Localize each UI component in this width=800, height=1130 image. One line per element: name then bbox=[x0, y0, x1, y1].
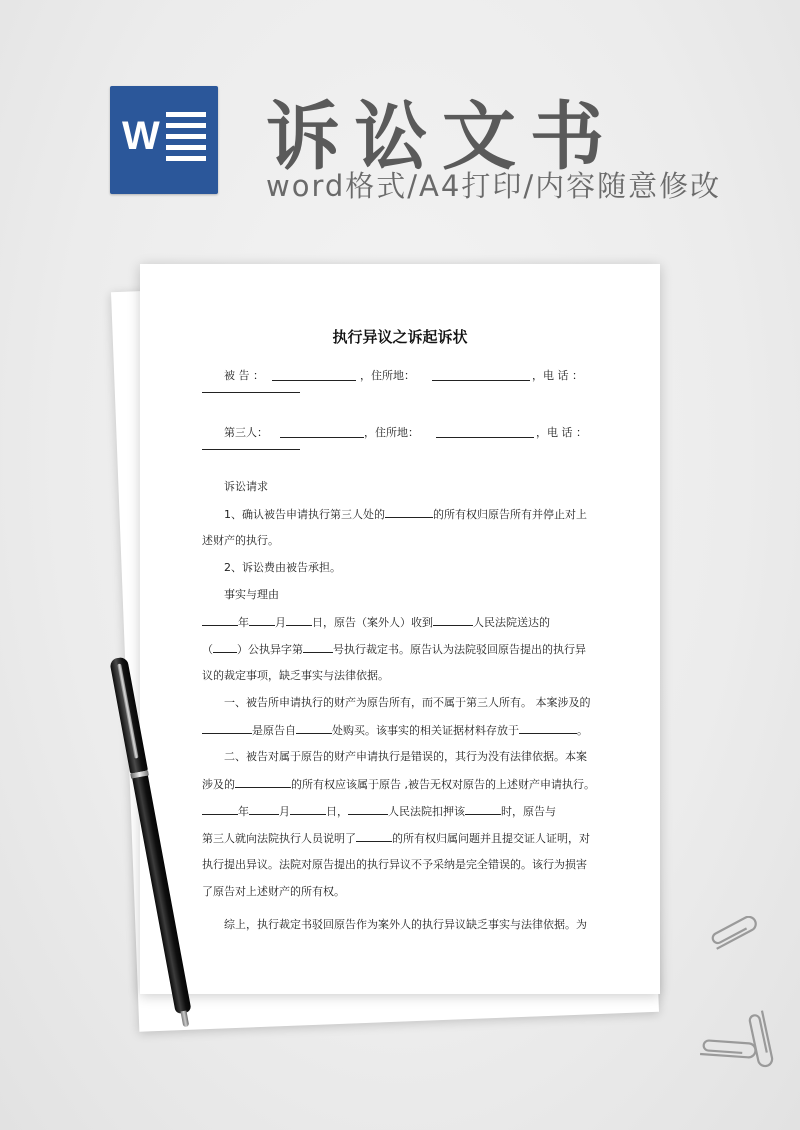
facts-text-a: 日，原告（案外人）收到 bbox=[312, 616, 433, 629]
defendant-address-blank bbox=[432, 370, 530, 381]
court-blank-2 bbox=[348, 804, 388, 815]
claim-2-line: 2、诉讼费由被告承担。 bbox=[224, 561, 341, 574]
seized-item-blank bbox=[465, 804, 501, 815]
document-title: 执行异议之诉起诉状 bbox=[332, 328, 468, 346]
year-blank-2 bbox=[202, 804, 238, 815]
bracket-open: （ bbox=[202, 643, 213, 656]
item-blank bbox=[356, 831, 392, 842]
case-number-blank bbox=[303, 642, 333, 653]
day-blank bbox=[286, 615, 312, 626]
reason-2-line-5: 执行提出异议。法院对原告提出的执行异议不予采纳是完全错误的。该行为损害 bbox=[202, 858, 587, 871]
claims-heading: 诉讼请求 bbox=[224, 480, 268, 493]
reason-2-text-b: 的所有权应该属于原告 ,被告无权对原告的上述财产申请执行。 bbox=[291, 778, 595, 791]
word-logo-icon bbox=[110, 86, 218, 194]
claim-1-text-a: 1、确认被告申请执行第三人处的 bbox=[224, 508, 385, 521]
court-blank bbox=[433, 615, 473, 626]
reason-2-line-2 bbox=[202, 777, 595, 792]
claim-1-text-b: 的所有权归原告所有并停止对上 bbox=[433, 508, 587, 521]
third-party-address-blank bbox=[436, 427, 534, 438]
seller-blank bbox=[296, 723, 332, 734]
year-label-2: 年 bbox=[238, 805, 249, 818]
facts-text-b: 人民法院送达的 bbox=[473, 616, 550, 629]
reason-1-period: 。 bbox=[577, 724, 588, 737]
defendant-label: 被 告 ： bbox=[224, 369, 264, 382]
year-label: 年 bbox=[238, 616, 249, 629]
facts-line-2 bbox=[202, 642, 592, 657]
logo-letter: W bbox=[122, 114, 158, 158]
month-blank bbox=[249, 615, 275, 626]
reason-1-continued bbox=[202, 723, 592, 738]
day-label-2: 日， bbox=[326, 805, 348, 818]
logo-lines bbox=[166, 112, 206, 167]
reason-1-line: 一、被告所申请执行的财产为原告所有，而不属于第三人所有。 本案涉及的 bbox=[224, 696, 591, 709]
reason-2-text-a: 涉及的 bbox=[202, 778, 235, 791]
reason-1-text-b: 处购买。该事实的相关证据材料存放于 bbox=[332, 724, 519, 737]
document-page bbox=[140, 264, 660, 994]
third-party-line bbox=[224, 424, 587, 440]
defendant-name-blank bbox=[272, 370, 356, 381]
paperclip-icon bbox=[706, 916, 768, 960]
case-year-blank bbox=[213, 642, 237, 653]
month-label: 月 bbox=[275, 616, 286, 629]
facts-heading: 事实与理由 bbox=[224, 588, 279, 601]
defendant-phone-blank bbox=[202, 392, 300, 393]
reason-2-text-d: 时，原告与 bbox=[501, 805, 556, 818]
third-party-phone-label: ，电 话 ： bbox=[536, 426, 587, 439]
reason-2-line-6: 了原告对上述财产的所有权。 bbox=[202, 885, 345, 898]
defendant-line bbox=[224, 367, 584, 383]
reason-2-text-c: 人民法院扣押该 bbox=[388, 805, 465, 818]
defendant-address-label: ，住所地： bbox=[360, 369, 415, 382]
third-party-label: 第三人： bbox=[224, 426, 268, 439]
reason-2-line-3 bbox=[202, 804, 592, 819]
claim-1-continued: 述财产的执行。 bbox=[202, 534, 279, 547]
page-subtitle: word格式/A4打印/内容随意修改 bbox=[266, 169, 722, 203]
property-blank-2 bbox=[235, 777, 291, 788]
claim-1-line bbox=[224, 507, 592, 522]
facts-text-d: 号执行裁定书。原告认为法院驳回原告提出的执行异 bbox=[333, 643, 586, 656]
month-label-2: 月 bbox=[279, 805, 290, 818]
conclusion-line: 综上，执行裁定书驳回原告作为案外人的执行异议缺乏事实与法律依据。为 bbox=[224, 918, 587, 931]
day-blank-2 bbox=[290, 804, 326, 815]
reason-1-text-a: 是原告自 bbox=[252, 724, 296, 737]
third-party-address-label: ，住所地： bbox=[364, 426, 419, 439]
paperclip-icon bbox=[694, 1036, 764, 1076]
reason-2-text-f: 的所有权归属问题并且提交证人证明，对 bbox=[392, 832, 590, 845]
claim-1-blank bbox=[385, 507, 433, 518]
month-blank-2 bbox=[249, 804, 279, 815]
year-blank bbox=[202, 615, 238, 626]
page-title: 诉讼文书 bbox=[266, 94, 618, 180]
facts-text-c: ）公执异字第 bbox=[237, 643, 303, 656]
defendant-phone-label: ，电 话 ： bbox=[532, 369, 583, 382]
evidence-location-blank bbox=[519, 723, 577, 734]
third-party-name-blank bbox=[280, 427, 364, 438]
reason-2-line: 二、被告对属于原告的财产申请执行是错误的，其行为没有法律依据。本案 bbox=[224, 750, 587, 763]
reason-2-line-4 bbox=[202, 831, 592, 846]
reason-2-text-e: 第三人就向法院执行人员说明了 bbox=[202, 832, 356, 845]
third-party-phone-blank bbox=[202, 449, 300, 450]
facts-line-3: 议的裁定事项，缺乏事实与法律依据。 bbox=[202, 669, 389, 682]
property-blank bbox=[202, 723, 252, 734]
facts-line-1 bbox=[202, 615, 592, 630]
